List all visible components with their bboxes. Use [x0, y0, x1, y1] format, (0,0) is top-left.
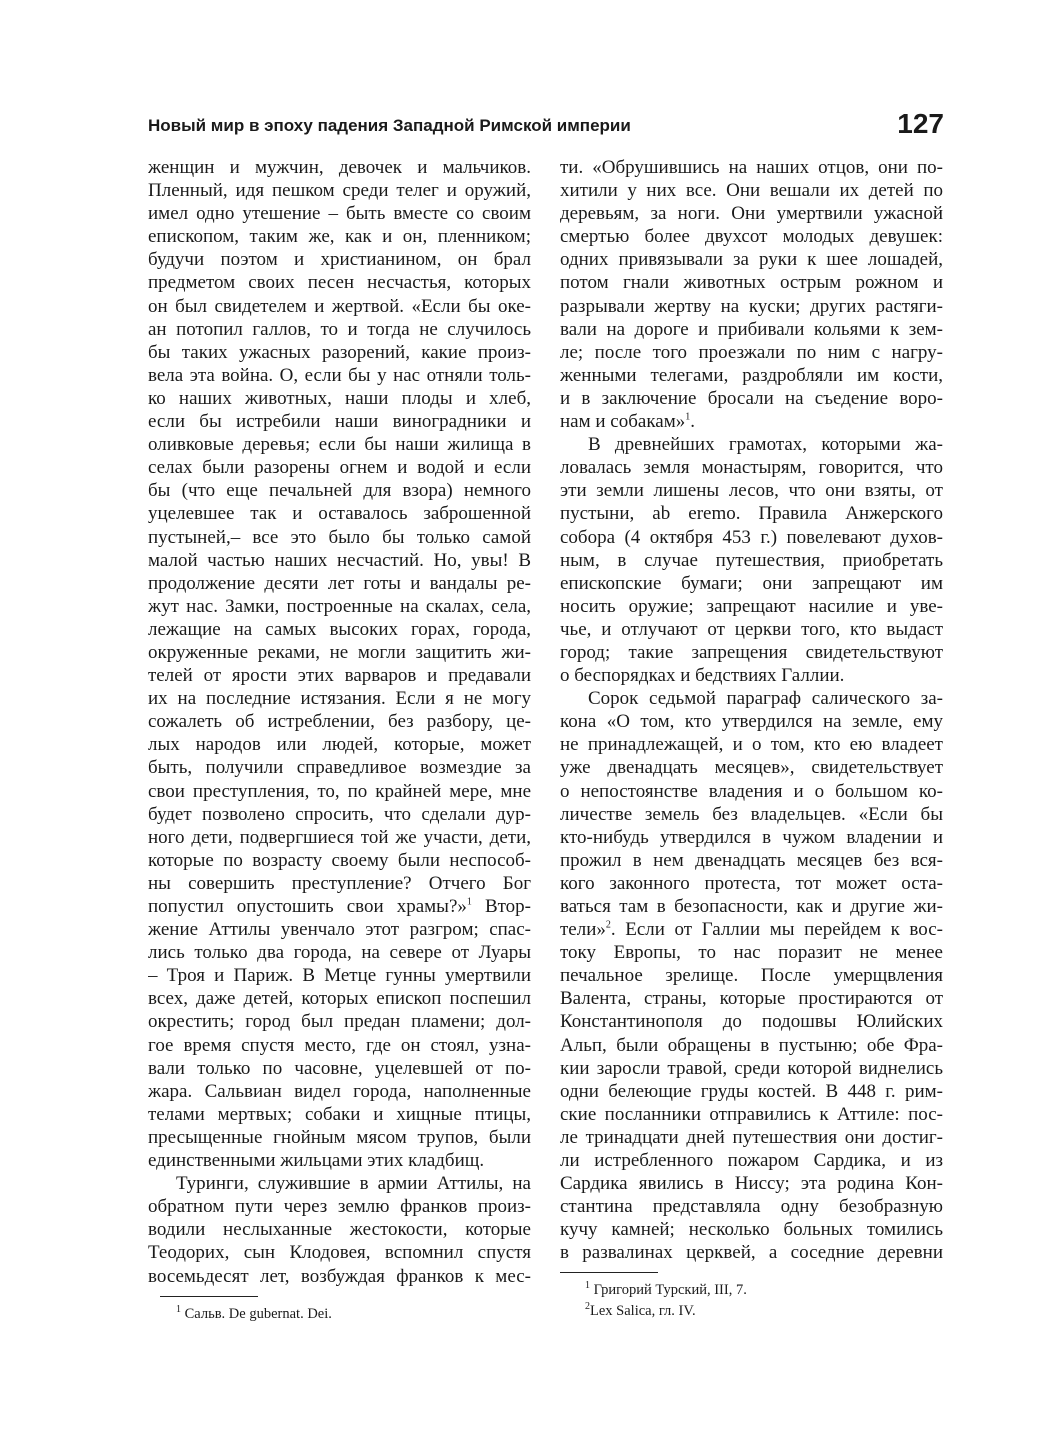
text-line [560, 572, 943, 595]
text-line [148, 502, 531, 525]
text-line [560, 202, 943, 225]
line-text: Туринги, служившие в армии Аттилы, на [176, 1173, 531, 1195]
line-text-after-marker: . Если от Галлии мы перейдем к вос- [610, 919, 943, 941]
text-line [560, 502, 943, 525]
line-text: В древнейших грамотах, которыми жа- [588, 434, 943, 456]
text-line [148, 456, 531, 479]
text-line [560, 271, 943, 294]
text-line [148, 179, 531, 202]
text-line [148, 595, 531, 618]
text-line [148, 248, 531, 271]
line-text: ны совершить преступление? Отчего Бог [148, 872, 531, 894]
text-line [148, 1034, 531, 1057]
line-text: ловалась земля монастырям, говорится, что [560, 457, 943, 479]
line-text: ти. «Обрушившись на наших отцов, они по- [560, 157, 943, 178]
line-text: быть, получили справедливое возмездие за [148, 757, 531, 779]
line-text: продолжение десяти лет готы и вандалы ре- [148, 572, 531, 594]
line-text: ного дети, подвергшиеся той же участи, дети, [148, 826, 531, 848]
text-line [148, 156, 531, 179]
line-text: он был свидетелем и жертвой. «Если бы оке- [148, 295, 531, 317]
line-text: бы таких ужасных разорений, какие произ- [148, 341, 531, 363]
line-text: ко наших животных, наши плоды и хлеб, [148, 387, 531, 409]
text-line [560, 941, 943, 964]
line-text: которые по возрасту своему были неспособ- [148, 849, 531, 871]
line-text: жут нас. Замки, построенные на скалах, села, [148, 595, 531, 617]
text-line [560, 433, 943, 456]
line-text: город; такие запрещения свидетельствуют [560, 641, 943, 663]
text-line [560, 1010, 943, 1033]
line-text: будучи поэтом и христианином, он брал [148, 249, 531, 271]
footnote-text: Сальв. De gubernat. Dei. [181, 1306, 332, 1322]
footnote-separator-right [560, 1272, 658, 1273]
text-line [560, 1057, 943, 1080]
text-line [148, 433, 531, 456]
line-text: вали на дороге и прибивали кольями к зем- [560, 318, 943, 340]
footnote [585, 1301, 747, 1322]
right-text-column [560, 156, 943, 1265]
line-text: кто-нибудь утвердился в чужом владении и [560, 826, 943, 848]
text-line [560, 456, 943, 479]
text-line [560, 410, 943, 433]
line-text: ские посланники отправились к Аттиле: пос- [560, 1103, 943, 1125]
text-line [148, 341, 531, 364]
text-line [148, 364, 531, 387]
line-text: предметом своих песен несчастья, которых [148, 272, 531, 294]
footnote-number: 1 [585, 1280, 590, 1292]
text-line [560, 248, 943, 271]
line-text: единственными жильцами этих кладбищ. [148, 1150, 485, 1172]
line-text: Альп, были обращены в пустыню; обе Фра- [560, 1034, 943, 1056]
line-text: будет позволено спросить, что сделали дур- [148, 803, 531, 825]
text-line [148, 1195, 531, 1218]
line-text: хитили у них все. Они вешали их детей по [560, 180, 943, 202]
text-line [148, 618, 531, 641]
line-text: о непостоянстве владения и о большом ко- [560, 780, 943, 802]
line-text: свои преступления, то, по крайней мере, мне [148, 780, 531, 802]
text-line [148, 572, 531, 595]
text-line [560, 225, 943, 248]
text-line [560, 918, 943, 941]
text-line [148, 1241, 531, 1264]
text-line [148, 803, 531, 826]
line-text: одни белеющие груды костей. В 448 г. рим- [560, 1080, 943, 1102]
footnote-marker: 1 [685, 411, 691, 423]
running-head-title: Новый мир в эпоху падения Западной Римской империи [148, 116, 631, 135]
line-text: восемьдесят лет, возбуждая франков к мес- [148, 1265, 531, 1287]
text-line [148, 1265, 531, 1288]
line-text: разрывали жертву на куски; других растяги- [560, 295, 943, 317]
text-line [148, 849, 531, 872]
text-line [560, 987, 943, 1010]
text-line [148, 318, 531, 341]
text-line [148, 826, 531, 849]
line-text: деревьям, за ноги. Они умертвили ужасной [560, 203, 943, 225]
left-text-column [148, 156, 531, 1288]
text-line [560, 1034, 943, 1057]
text-line [148, 710, 531, 733]
line-text: ле; после того проезжали по ним с нагру- [560, 341, 943, 363]
line-text: ан потопил галлов, то и тогда не случилось [148, 318, 531, 340]
text-line [560, 1103, 943, 1126]
text-line [148, 1172, 531, 1195]
line-text: епископом, таким же, как и он, пленником; [148, 226, 531, 248]
footnote-text: Григорий Турский, III, 7. [590, 1282, 747, 1298]
line-text: кии заросли травой, среди которой виднелись [560, 1057, 943, 1079]
footnote-marker: 2 [605, 919, 611, 931]
line-text: телей от ярости этих варваров и предавали [148, 665, 531, 687]
line-text: сожалеть об истреблении, без разбору, це- [148, 711, 531, 733]
text-line [560, 1172, 943, 1195]
line-text: Сардика явились в Ниссу; эта родина Кон- [560, 1173, 943, 1195]
text-line [560, 964, 943, 987]
line-text: кого законного протеста, тот может оста- [560, 872, 943, 894]
footnote [585, 1280, 747, 1301]
line-text: Сорок седьмой параграф салического за- [588, 688, 943, 710]
text-line [560, 387, 943, 410]
line-text: кона «О том, кто утвердился на земле, ему [560, 711, 943, 733]
line-text: имел одно утешение – быть вместе со своим [148, 203, 531, 225]
text-line [148, 225, 531, 248]
text-line [148, 1010, 531, 1033]
text-line [560, 1126, 943, 1149]
line-text: женщин и мужчин, девочек и мальчиков. [148, 157, 531, 178]
line-text: ваться там в безопасности, как и другие жи- [560, 896, 943, 917]
text-line [148, 733, 531, 756]
line-text: одних привязывали за руки к шее лошадей, [560, 249, 943, 271]
line-text: их на последние истязания. Если я не могу [148, 688, 531, 710]
footnote-number: 1 [176, 1304, 181, 1316]
footnote [176, 1304, 332, 1325]
line-text: о беспорядках и бедствиях Галлии. [560, 665, 845, 687]
text-line [148, 641, 531, 664]
line-text: и в заключение бросали на съедение воро- [560, 387, 943, 409]
text-line [560, 641, 943, 664]
text-line [148, 918, 531, 941]
text-line [148, 1149, 531, 1172]
line-text-after-marker: . [690, 411, 695, 433]
text-line [148, 410, 531, 433]
line-text: вела эта война. О, если бы у нас отняли толь- [148, 364, 531, 386]
text-line [560, 1195, 943, 1218]
line-text: гое время спустя место, где он стоял, узна- [148, 1034, 531, 1056]
footnotes-right [585, 1280, 747, 1322]
line-text-after-marker: Втор- [471, 896, 531, 917]
line-text: ле тринадцати дней путешествия они достиг- [560, 1126, 943, 1148]
text-line [560, 618, 943, 641]
text-line [560, 341, 943, 364]
line-text: жара. Сальвиан видел города, наполненные [148, 1080, 531, 1102]
line-text: водили неслыханные жестокости, которые [148, 1219, 531, 1241]
text-line [148, 202, 531, 225]
line-text: окрестить; город был предан пламени; дол- [148, 1011, 531, 1033]
text-line [148, 756, 531, 779]
text-line [148, 941, 531, 964]
footnote-number: 2 [585, 1301, 590, 1313]
text-line [148, 1126, 531, 1149]
line-text: женными телегами, раздробляли им кости, [560, 364, 943, 386]
line-text: кучу камней; несколько больных томились [560, 1219, 943, 1241]
line-text: окруженные реками, не могли защитить жи- [148, 641, 531, 663]
line-text: чье, и отлучают от церкви того, кто выдаст [560, 618, 943, 640]
text-line [560, 364, 943, 387]
text-line [148, 872, 531, 895]
text-line [148, 271, 531, 294]
text-line [560, 756, 943, 779]
footnote-separator-left [160, 1296, 258, 1297]
text-line [560, 733, 943, 756]
line-text: – Троя и Париж. В Метце гунны умертвили [148, 965, 531, 987]
line-text: бы (что еще печальней для взора) немного [148, 480, 531, 502]
text-line [560, 687, 943, 710]
line-text: Теодорих, сын Клодовея, вспомнил спустя [148, 1242, 531, 1264]
line-text: лежащие на самых высоких горах, города, [148, 618, 531, 640]
line-text: нам и собакам» [560, 411, 686, 433]
text-line [148, 479, 531, 502]
line-text: ным, в случае путешествия, приобретать [560, 549, 943, 571]
line-text: пустыней,– все это было бы только самой [148, 526, 531, 548]
line-text: епископские бумаги; они запрещают им [560, 572, 943, 594]
line-text: личестве земель без владельцев. «Если бы [560, 803, 943, 825]
line-text: если бы истребили наши виноградники и [148, 411, 531, 433]
line-text: прожил в нем двенадцать месяцев без вся- [560, 849, 943, 871]
text-line [148, 780, 531, 803]
text-line [148, 687, 531, 710]
line-text: обратном пути через землю франков произ- [148, 1196, 531, 1218]
text-line [148, 895, 531, 918]
line-text: потом гнали животных острым рожном и [560, 272, 943, 294]
text-line [148, 387, 531, 410]
text-line [148, 1218, 531, 1241]
line-text: пресыщенные гнойным мясом трупов, были [148, 1126, 531, 1148]
line-text: носить оружие; запрещают насилие и уве- [560, 595, 943, 617]
line-text: селах были разорены огнем и водой и если [148, 457, 531, 479]
text-line [148, 664, 531, 687]
text-line [560, 826, 943, 849]
text-line [148, 964, 531, 987]
text-line [148, 1080, 531, 1103]
text-line [148, 295, 531, 318]
line-text: смертью более двухсот молодых девушек: [560, 226, 943, 248]
line-text: попустил опустошить свои храмы?» [148, 896, 467, 917]
text-line [560, 1241, 943, 1264]
line-text: Константинополя до подошвы Юлийских [560, 1011, 943, 1033]
line-text: эти земли лишены лесов, что они взяты, от [560, 480, 943, 502]
line-text: собора (4 октября 453 г.) повелевают духов- [560, 526, 943, 548]
line-text: телами мертвых; собаки и хищные птицы, [148, 1103, 531, 1125]
text-line [560, 803, 943, 826]
line-text: уже двенадцать месяцев», свидетельствует [560, 757, 943, 779]
line-text: в развалинах церквей, а соседние деревни [560, 1242, 943, 1264]
line-text: Пленный, идя пешком среди телег и оружий, [148, 180, 531, 202]
text-line [560, 664, 943, 687]
text-line [560, 1149, 943, 1172]
line-text: тели» [560, 919, 606, 941]
line-text: лых народов или людей, которые, может [148, 734, 531, 756]
text-line [560, 780, 943, 803]
line-text: Валента, страны, которые простираются от [560, 988, 943, 1010]
footnote-marker: 1 [466, 896, 472, 908]
line-text: малой частью наших несчастий. Но, увы! В [148, 549, 531, 571]
text-line [560, 526, 943, 549]
text-line [560, 549, 943, 572]
line-text: не принадлежащей, и о том, кто ею владеет [560, 734, 943, 756]
line-text: всех, даже детей, которых епископ поспешил [148, 988, 531, 1010]
text-line [560, 1218, 943, 1241]
text-line [148, 526, 531, 549]
line-text: уцелевшее так и оставалось заброшенной [148, 503, 531, 525]
text-line [560, 895, 943, 918]
line-text: печальное зрелище. После умерщвления [560, 965, 943, 987]
text-line [560, 479, 943, 502]
line-text: току Европы, то нас поразит не менее [560, 942, 943, 964]
line-text: пустыни, ab eremo. Правила Анжерского [560, 503, 943, 525]
text-line [560, 710, 943, 733]
line-text: стантина представляла одну безобразную [560, 1196, 943, 1218]
text-line [560, 849, 943, 872]
footnote-text: Lex Salica, гл. IV. [590, 1303, 696, 1319]
line-text: оливковые деревья; если бы наши жилища в [148, 434, 531, 456]
line-text: лись только два города, на севере от Луары [148, 942, 531, 964]
text-line [560, 1080, 943, 1103]
text-line [560, 318, 943, 341]
text-line [148, 1057, 531, 1080]
text-line [148, 1103, 531, 1126]
text-line [560, 872, 943, 895]
text-line [148, 549, 531, 572]
text-line [560, 179, 943, 202]
text-line [148, 987, 531, 1010]
line-text: вали только по часовне, уцелевшей от по- [148, 1057, 531, 1079]
text-line [560, 156, 943, 179]
text-line [560, 595, 943, 618]
text-line [560, 295, 943, 318]
footnotes-left [176, 1304, 332, 1325]
line-text: жение Аттилы увенчало этот разгром; спас- [148, 919, 531, 941]
line-text: ли истребленного пожаром Сардика, и из [560, 1150, 943, 1172]
page-number: 127 [897, 108, 944, 139]
